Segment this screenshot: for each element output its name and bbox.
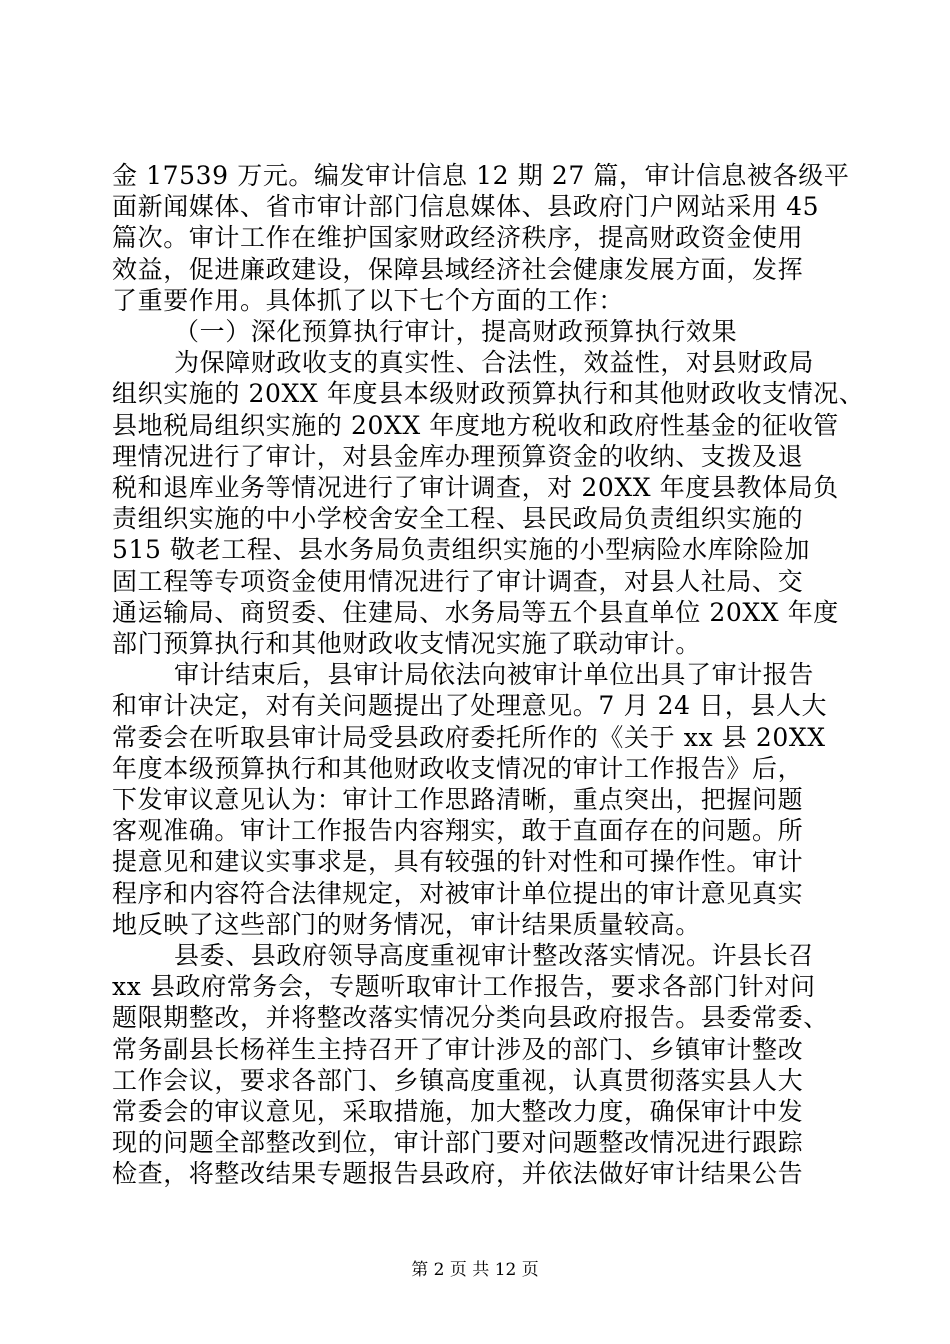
- text-line: 常委会在听取县审计局受县政府委托所作的《关于 xx 县 20XX: [112, 722, 826, 752]
- text-line: 理情况进行了审计，对县金库办理预算资金的收纳、支拨及退: [112, 441, 804, 471]
- text-line: 客观准确。审计工作报告内容翔实，敢于直面存在的问题。所: [112, 816, 804, 846]
- paragraph-first-line: 县委、县政府领导高度重视审计整改落实情况。许县长召: [174, 941, 815, 970]
- text-line: 现的问题全部整改到位，审计部门要对问题整改情况进行跟踪: [112, 1128, 804, 1158]
- text-line: 常委会的审议意见，采取措施，加大整改力度，确保审计中发: [112, 1097, 804, 1126]
- text-line: 面新闻媒体、省市审计部门信息媒体、县政府门户网站采用 45: [112, 192, 820, 222]
- text-line: 固工程等专项资金使用情况进行了审计调查，对县人社局、交: [112, 566, 804, 596]
- text-line: 515 敬老工程、县水务局负责组织实施的小型病险水库除险加: [112, 535, 811, 565]
- text-line: 责组织实施的中小学校舍安全工程、县民政局负责组织实施的: [112, 504, 804, 534]
- text-line: 下发审议意见认为：审计工作思路清晰，重点突出，把握问题: [112, 785, 804, 814]
- text-line: 效益，促进廉政建设，保障县域经济社会健康发展方面，发挥: [112, 254, 804, 284]
- text-line: 金 17539 万元。编发审计信息 12 期 27 篇，审计信息被各级平: [112, 161, 850, 190]
- text-line: 地反映了这些部门的财务情况，审计结果质量较高。: [112, 909, 701, 939]
- text-line: 提意见和建议实事求是，具有较强的针对性和可操作性。审计: [112, 847, 804, 877]
- text-line: 县地税局组织实施的 20XX 年度地方税收和政府性基金的征收管: [112, 410, 839, 440]
- text-line: 通运输局、商贸委、住建局、水务局等五个县直单位 20XX 年度: [112, 597, 839, 627]
- text-line: 部门预算执行和其他财政收支情况实施了联动审计。: [112, 629, 701, 658]
- text-line: 工作会议，要求各部门、乡镇高度重视，认真贯彻落实县人大: [112, 1065, 804, 1095]
- text-line: 篇次。审计工作在维护国家财政经济秩序，提高财政资金使用: [112, 223, 804, 253]
- text-line: xx 县政府常务会，专题听取审计工作报告，要求各部门针对问: [112, 972, 816, 1002]
- text-line: 年度本级预算执行和其他财政收支情况的审计工作报告》后，: [112, 753, 804, 783]
- section-heading: （一）深化预算执行审计，提高财政预算执行效果: [174, 317, 738, 346]
- text-line: 题限期整改，并将整改落实情况分类向县政府报告。县委常委、: [112, 1003, 829, 1033]
- paragraph-first-line: 为保障财政收支的真实性、合法性，效益性，对县财政局: [174, 348, 815, 378]
- text-line: 和审计决定，对有关问题提出了处理意见。7 月 24 日，县人大: [112, 691, 828, 721]
- paragraph-first-line: 审计结束后，县审计局依法向被审计单位出具了审计报告: [174, 660, 815, 690]
- text-line: 组织实施的 20XX 年度县本级财政预算执行和其他财政收支情况、: [112, 379, 865, 409]
- text-line: 程序和内容符合法律规定，对被审计单位提出的审计意见真实: [112, 878, 804, 908]
- text-line: 税和退库业务等情况进行了审计调查，对 20XX 年度县教体局负: [112, 473, 839, 502]
- text-line: 了重要作用。具体抓了以下七个方面的工作：: [112, 285, 625, 315]
- text-line: 检查，将整改结果专题报告县政府，并依法做好审计结果公告: [112, 1159, 804, 1189]
- page-number-footer: 第 2 页 共 12 页: [411, 1260, 539, 1280]
- text-line: 常务副县长杨祥生主持召开了审计涉及的部门、乡镇审计整改: [112, 1034, 804, 1064]
